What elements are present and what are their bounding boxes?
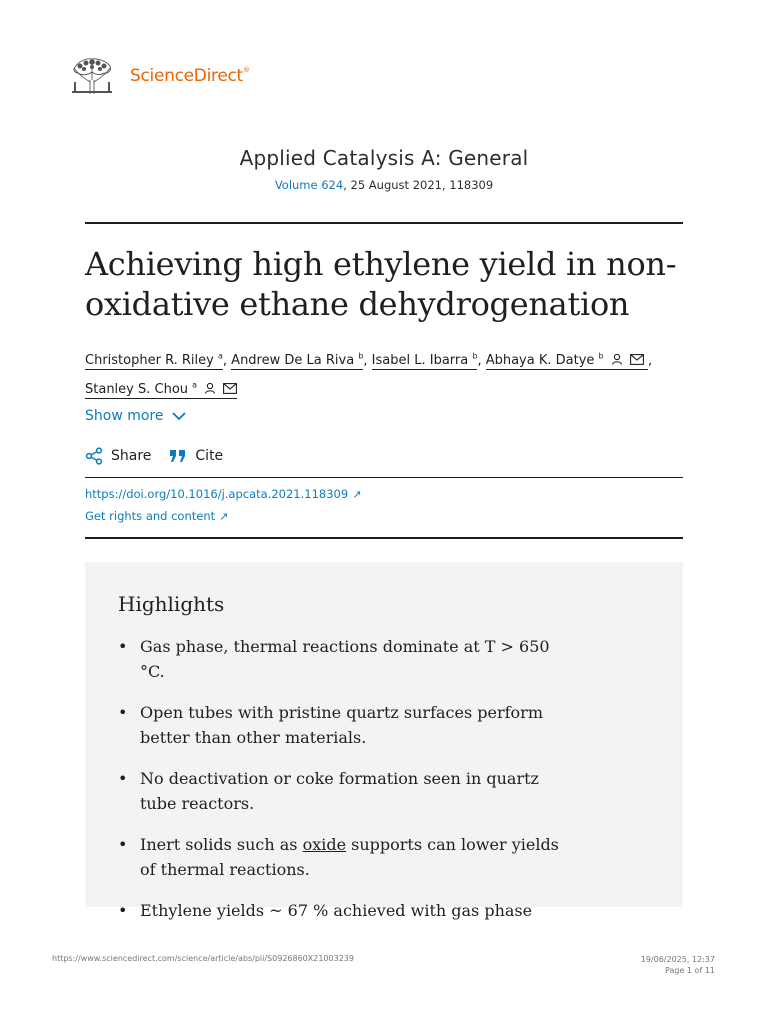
- sciencedirect-wordmark: ScienceDirect®: [130, 66, 250, 86]
- cite-button[interactable]: [169, 448, 223, 464]
- list-item: • No deactivation or coke formation seen in quartz tube reactors.: [118, 766, 578, 816]
- article-actions: [85, 447, 241, 465]
- author-list: Christopher R. Riley $^a$, Andrew De La Riva $^b$, Isabel L. Ibarra $^b$, Abhaya K. Datye $^b$ , Stanley S. Chou $^a$: [85, 352, 653, 397]
- share-label: Share: [111, 448, 152, 464]
- cite-label: Cite: [195, 448, 224, 464]
- list-item: • Ethylene yields ~ 67 % achieved with gas phase: [118, 898, 578, 923]
- email-icon: [630, 354, 644, 365]
- divider: [85, 222, 683, 224]
- divider: [85, 537, 683, 539]
- doi-link[interactable]: https://doi.org/10.1016/j.apcata.2021.118309 ↗: [85, 487, 362, 501]
- author-link[interactable]: Andrew De La Riva $^b$: [231, 352, 364, 369]
- quote-icon: [169, 449, 187, 463]
- chevron-down-icon: [172, 412, 186, 421]
- oxide-topic-link[interactable]: oxide: [302, 835, 347, 854]
- issue-date: , 25 August 2021, 118309: [343, 178, 494, 192]
- email-icon: [223, 383, 237, 394]
- highlights-heading: Highlights: [118, 592, 225, 616]
- author-link[interactable]: Christopher R. Riley $^a$: [85, 352, 223, 369]
- print-date: 19/06/2025, 12:37: [640, 955, 715, 964]
- list-item: • Inert solids such as oxide supports can lower yields of thermal reactions.: [118, 832, 578, 882]
- show-more-label: Show more: [85, 408, 164, 424]
- author-link[interactable]: Stanley S. Chou $^a$: [85, 382, 237, 399]
- share-icon: [85, 447, 103, 465]
- external-link-icon: ↗: [352, 488, 362, 501]
- sciencedirect-logo[interactable]: [68, 56, 250, 96]
- person-icon: [611, 353, 623, 365]
- footer-meta: [641, 954, 715, 976]
- external-link-icon: ↗: [219, 510, 229, 523]
- highlights-section: [85, 562, 683, 920]
- page-number: Page 1 of 11: [665, 966, 715, 975]
- author-link[interactable]: Abhaya K. Datye $^b$: [486, 353, 648, 370]
- volume-link[interactable]: Volume 624: [274, 178, 344, 192]
- elsevier-tree-icon: [68, 56, 116, 96]
- author-link[interactable]: Isabel L. Ibarra $^b$: [371, 352, 478, 369]
- divider: [85, 477, 683, 478]
- person-icon: [204, 382, 216, 394]
- article-title: Achieving high ethylene yield in non-oxidative ethane dehydrogenation: [85, 245, 677, 323]
- share-button[interactable]: [85, 447, 151, 465]
- rights-link[interactable]: Get rights and content ↗: [85, 509, 229, 523]
- journal-name[interactable]: Applied Catalysis A: General: [239, 146, 529, 170]
- highlights-list: [118, 634, 578, 939]
- list-item: • Gas phase, thermal reactions dominate at T > 650 °C.: [118, 634, 578, 684]
- footer-url: https://www.sciencedirect.com/science/article/abs/pii/S0926860X21003239: [52, 954, 354, 963]
- journal-issue-info: [0, 178, 768, 192]
- list-item: • Open tubes with pristine quartz surfaces perform better than other materials.: [118, 700, 578, 750]
- show-more-button[interactable]: [85, 408, 186, 424]
